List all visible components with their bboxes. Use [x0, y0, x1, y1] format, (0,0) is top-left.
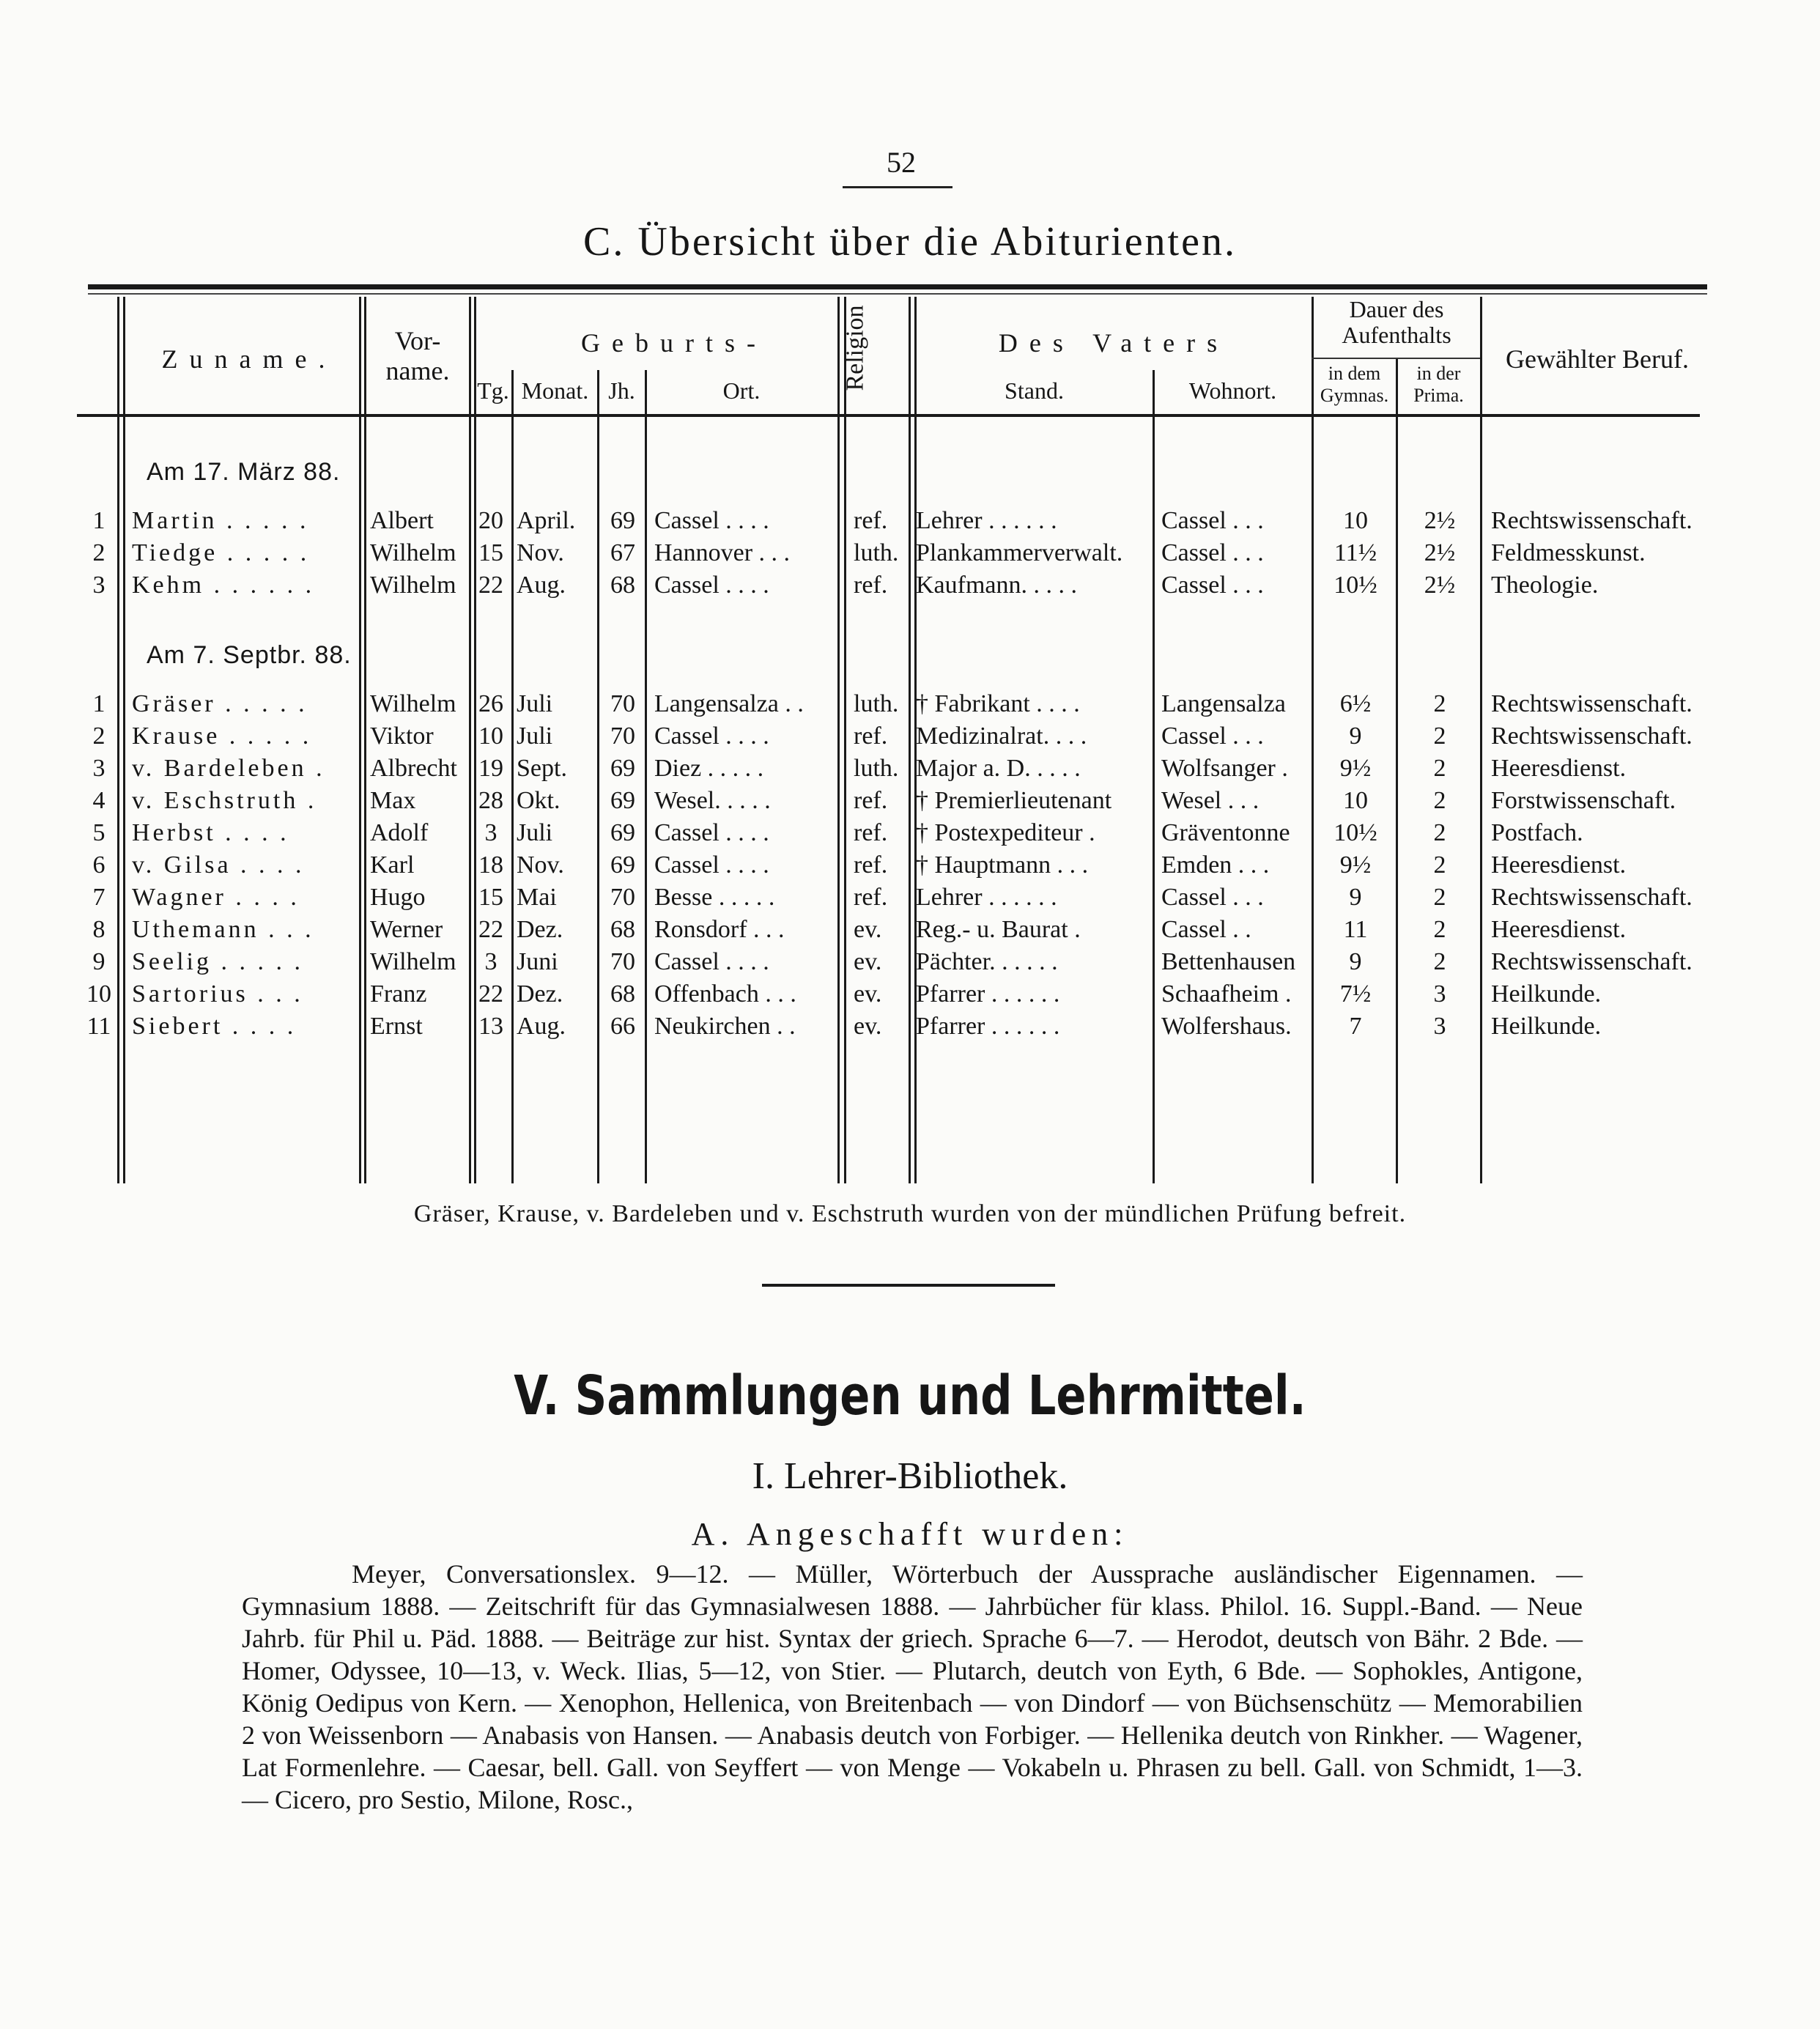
years-prima-cell: 2½: [1424, 507, 1456, 534]
group-label: Am 17. März 88.: [147, 458, 341, 486]
surname-cell: Seelig . . . . .: [132, 948, 303, 975]
row-number: 2: [92, 539, 106, 566]
birth-year-cell: 70: [610, 690, 635, 717]
birth-place-cell: Hannover . . .: [654, 539, 791, 566]
religion-cell: ref.: [854, 572, 888, 599]
birth-month-cell: Juli: [517, 690, 553, 717]
years-prima-cell: 2: [1433, 690, 1446, 717]
years-prima-cell: 2: [1433, 916, 1446, 943]
years-prima-cell: 2½: [1424, 539, 1456, 566]
birth-month-cell: Mai: [517, 884, 557, 911]
first-name-cell: Hugo: [370, 884, 426, 911]
father-residence-cell: Cassel . . .: [1161, 884, 1264, 911]
father-residence-cell: Bettenhausen: [1161, 948, 1296, 975]
header-beruf: Gewählter Beruf.: [1506, 344, 1689, 374]
row-number: 10: [86, 980, 111, 1008]
years-prima-cell: 2½: [1424, 572, 1456, 599]
first-name-cell: Wilhelm: [370, 572, 456, 599]
years-gymnasium-cell: 9: [1349, 722, 1362, 750]
years-gymnasium-cell: 9½: [1339, 851, 1372, 879]
birth-month-cell: Aug.: [517, 1013, 566, 1040]
table-row: [0, 819, 1820, 851]
header-vorname: Vor- name.: [385, 326, 450, 386]
table-row: [0, 755, 1820, 787]
birth-day-cell: 3: [484, 948, 497, 975]
birth-day-cell: 26: [478, 690, 503, 717]
chosen-profession-cell: Postfach.: [1491, 819, 1583, 846]
religion-cell: ev.: [854, 980, 882, 1008]
row-number: 9: [92, 948, 106, 975]
table-top-rule: [88, 284, 1707, 289]
birth-year-cell: 68: [610, 916, 635, 943]
father-residence-cell: Emden . . .: [1161, 851, 1270, 879]
father-occupation-cell: † Hauptmann . . .: [916, 851, 1089, 879]
years-prima-cell: 2: [1433, 819, 1446, 846]
table-row: [0, 787, 1820, 819]
father-residence-cell: Langensalza: [1161, 690, 1286, 717]
birth-place-cell: Cassel . . . .: [654, 572, 769, 599]
birth-year-cell: 69: [610, 851, 635, 879]
birth-day-cell: 22: [478, 572, 503, 599]
page-number: 52: [887, 146, 916, 179]
table-header-rule: [77, 414, 1700, 417]
birth-month-cell: Aug.: [517, 572, 566, 599]
birth-place-cell: Cassel . . . .: [654, 948, 769, 975]
birth-place-cell: Cassel . . . .: [654, 851, 769, 879]
father-occupation-cell: Kaufmann. . . . .: [916, 572, 1078, 599]
header-zuname: Zuname.: [161, 344, 337, 374]
religion-cell: ev.: [854, 916, 882, 943]
table-row: [0, 948, 1820, 980]
surname-cell: v. Bardeleben .: [132, 755, 325, 782]
page-title: C. Übersicht über die Abiturienten.: [583, 219, 1237, 265]
years-prima-cell: 2: [1433, 722, 1446, 750]
row-number: 3: [92, 572, 106, 599]
chosen-profession-cell: Feldmesskunst.: [1491, 539, 1646, 566]
religion-cell: ref.: [854, 851, 888, 879]
table-row: [0, 916, 1820, 948]
surname-cell: Wagner . . . .: [132, 884, 300, 911]
row-number: 5: [92, 819, 106, 846]
years-prima-cell: 2: [1433, 884, 1446, 911]
years-prima-cell: 2: [1433, 787, 1446, 814]
row-number: 11: [86, 1013, 111, 1040]
table-row: [0, 690, 1820, 722]
birth-place-cell: Besse . . . . .: [654, 884, 775, 911]
group-label: Am 7. Septbr. 88.: [147, 641, 352, 669]
birth-day-cell: 22: [478, 916, 503, 943]
birth-year-cell: 70: [610, 948, 635, 975]
birth-year-cell: 69: [610, 755, 635, 782]
surname-cell: Herbst . . . .: [132, 819, 289, 846]
subsubsection-title: A. Angeschafft wurden:: [691, 1516, 1129, 1552]
first-name-cell: Albert: [370, 507, 434, 534]
table-top-rule-thin: [88, 293, 1707, 295]
father-residence-cell: Gräventonne: [1161, 819, 1290, 846]
father-occupation-cell: Major a. D. . . . .: [916, 755, 1081, 782]
birth-year-cell: 69: [610, 507, 635, 534]
birth-day-cell: 22: [478, 980, 503, 1008]
birth-month-cell: April.: [517, 507, 576, 534]
first-name-cell: Adolf: [370, 819, 429, 846]
birth-year-cell: 68: [610, 572, 635, 599]
years-prima-cell: 2: [1433, 948, 1446, 975]
table-row: [0, 851, 1820, 884]
row-number: 1: [92, 690, 106, 717]
header-stand: Stand.: [1005, 377, 1064, 404]
row-number: 2: [92, 722, 106, 750]
dauer-divider: [1312, 358, 1480, 359]
row-number: 1: [92, 507, 106, 534]
surname-cell: Kehm . . . . . .: [132, 572, 315, 599]
header-dauer: Dauer des Aufenthalts: [1342, 296, 1451, 349]
first-name-cell: Wilhelm: [370, 690, 456, 717]
chosen-profession-cell: Rechtswissenschaft.: [1491, 884, 1693, 911]
chosen-profession-cell: Forstwissenschaft.: [1491, 787, 1676, 814]
first-name-cell: Franz: [370, 980, 427, 1008]
birth-day-cell: 28: [478, 787, 503, 814]
years-gymnasium-cell: 7: [1349, 1013, 1362, 1040]
table-row: [0, 722, 1820, 755]
table-row: [0, 507, 1820, 539]
chosen-profession-cell: Heilkunde.: [1491, 980, 1602, 1008]
section-title: V. Sammlungen und Lehrmittel.: [514, 1364, 1306, 1427]
header-prima: in der Prima.: [1413, 363, 1464, 406]
birth-place-cell: Offenbach . . .: [654, 980, 796, 1008]
row-number: 6: [92, 851, 106, 879]
birth-year-cell: 69: [610, 819, 635, 846]
birth-day-cell: 10: [478, 722, 503, 750]
religion-cell: ev.: [854, 1013, 882, 1040]
birth-year-cell: 66: [610, 1013, 635, 1040]
father-occupation-cell: † Fabrikant . . . .: [916, 690, 1080, 717]
father-residence-cell: Wolfsanger .: [1161, 755, 1288, 782]
father-occupation-cell: † Premierlieutenant: [916, 787, 1112, 814]
years-prima-cell: 2: [1433, 755, 1446, 782]
religion-cell: luth.: [854, 690, 899, 717]
years-gymnasium-cell: 11½: [1333, 539, 1377, 566]
first-name-cell: Wilhelm: [370, 539, 456, 566]
row-number: 3: [92, 755, 106, 782]
table-row: [0, 1013, 1820, 1045]
header-wohnort: Wohnort.: [1188, 377, 1277, 404]
birth-day-cell: 15: [478, 884, 503, 911]
father-occupation-cell: Pfarrer . . . . . .: [916, 980, 1060, 1008]
birth-month-cell: Juli: [517, 722, 553, 750]
header-ort: Ort.: [722, 377, 761, 404]
section-divider: [762, 1284, 1055, 1287]
father-occupation-cell: Plankammerverwalt.: [916, 539, 1123, 566]
years-gymnasium-cell: 9: [1349, 884, 1362, 911]
father-occupation-cell: Reg.- u. Baurat .: [916, 916, 1081, 943]
first-name-cell: Ernst: [370, 1013, 423, 1040]
header-tg: Tg.: [477, 377, 509, 404]
father-residence-cell: Cassel . . .: [1161, 572, 1264, 599]
book-list-paragraph: Meyer, Conversationslex. 9—12. — Müller, Wörterbuch der Aussprache ausländischer Eigennamen. — Gymnasium 1888. — Zeitschrift für das Gymnasialwesen 1888. — Jahrbücher für klass. Philol. 16. Suppl.-Band. — Neue Jahrb. für Phil u. Päd. 1888. — Beiträge zur hist. Syntax der griech. Sprache 6—7. — Herodot, deutsch von Bähr. 2 Bde. — Homer, Odyssee, 10—13, v. Weck. Ilias, 5—12, von Stier. — Plutarch, deutch von Eyth, 6 Bde. — Sophokles, Antigone, König Oedipus von Kern. — Xenophon, Hellenica, von Breitenbach — von Dindorf — von Büchsenschütz — Memorabilien 2 von Weissenborn — Anabasis von Hansen. — Anabasis deutch von Forbiger. — Hellenika deutch von Rinkher. — Wagener, Lat Formenlehre. — Caesar, bell. Gall. von Seyffert — von Menge — Vokabeln u. Phrasen zu bell. Gall. von Schmidt, 1—3. — Cicero, pro Sestio, Milone, Rosc.,: [242, 1559, 1583, 1814]
birth-year-cell: 69: [610, 787, 635, 814]
first-name-cell: Albrecht: [370, 755, 457, 782]
table-row: [0, 572, 1820, 604]
birth-day-cell: 3: [484, 819, 497, 846]
years-gymnasium-cell: 10½: [1333, 572, 1377, 599]
father-occupation-cell: † Postexpediteur .: [916, 819, 1095, 846]
years-gymnasium-cell: 10: [1343, 507, 1368, 534]
years-gymnasium-cell: 7½: [1339, 980, 1372, 1008]
header-geburts: Geburts-: [581, 328, 767, 358]
years-gymnasium-cell: 9½: [1339, 755, 1372, 782]
birth-month-cell: Okt.: [517, 787, 561, 814]
birth-year-cell: 70: [610, 722, 635, 750]
surname-cell: v. Eschstruth .: [132, 787, 317, 814]
birth-day-cell: 18: [478, 851, 503, 879]
row-number: 8: [92, 916, 106, 943]
surname-cell: Krause . . . . .: [132, 722, 312, 750]
religion-cell: ref.: [854, 722, 888, 750]
birth-month-cell: Nov.: [517, 851, 564, 879]
chosen-profession-cell: Rechtswissenschaft.: [1491, 948, 1693, 975]
birth-year-cell: 70: [610, 884, 635, 911]
first-name-cell: Viktor: [370, 722, 434, 750]
footnote: Gräser, Krause, v. Bardeleben und v. Eschstruth wurden von der mündlichen Prüfung befreit.: [413, 1200, 1407, 1227]
birth-month-cell: Sept.: [517, 755, 567, 782]
birth-day-cell: 19: [478, 755, 503, 782]
birth-place-cell: Neukirchen . .: [654, 1013, 796, 1040]
row-number: 4: [92, 787, 106, 814]
subsection-title: I. Lehrer-Bibliothek.: [752, 1455, 1068, 1497]
chosen-profession-cell: Heeresdienst.: [1491, 916, 1627, 943]
surname-cell: Siebert . . . .: [132, 1013, 297, 1040]
father-residence-cell: Cassel . .: [1161, 916, 1251, 943]
birth-place-cell: Wesel. . . . .: [654, 787, 771, 814]
years-gymnasium-cell: 6½: [1339, 690, 1372, 717]
birth-month-cell: Juli: [517, 819, 553, 846]
first-name-cell: Karl: [370, 851, 415, 879]
religion-cell: ref.: [854, 787, 888, 814]
birth-month-cell: Dez.: [517, 980, 563, 1008]
religion-cell: ref.: [854, 507, 888, 534]
religion-cell: luth.: [854, 539, 899, 566]
birth-year-cell: 67: [610, 539, 635, 566]
birth-year-cell: 68: [610, 980, 635, 1008]
table-row: [0, 539, 1820, 572]
religion-cell: ref.: [854, 819, 888, 846]
father-occupation-cell: Pfarrer . . . . . .: [916, 1013, 1060, 1040]
header-religion: Religion: [842, 305, 870, 391]
father-occupation-cell: Medizinalrat. . . .: [916, 722, 1087, 750]
religion-cell: ref.: [854, 884, 888, 911]
father-residence-cell: Cassel . . .: [1161, 507, 1264, 534]
religion-cell: ev.: [854, 948, 882, 975]
row-number: 7: [92, 884, 106, 911]
birth-day-cell: 20: [478, 507, 503, 534]
birth-month-cell: Dez.: [517, 916, 563, 943]
religion-cell: luth.: [854, 755, 899, 782]
father-occupation-cell: Lehrer . . . . . .: [916, 507, 1057, 534]
table-row: [0, 980, 1820, 1013]
surname-cell: Sartorius . . .: [132, 980, 303, 1008]
years-prima-cell: 2: [1433, 851, 1446, 879]
birth-day-cell: 13: [478, 1013, 503, 1040]
father-residence-cell: Wolfershaus.: [1161, 1013, 1292, 1040]
chosen-profession-cell: Theologie.: [1491, 572, 1599, 599]
father-residence-cell: Cassel . . .: [1161, 722, 1264, 750]
years-prima-cell: 3: [1433, 980, 1446, 1008]
years-gymnasium-cell: 9: [1349, 948, 1362, 975]
surname-cell: v. Gilsa . . . .: [132, 851, 305, 879]
surname-cell: Martin . . . . .: [132, 507, 309, 534]
birth-place-cell: Diez . . . . .: [654, 755, 764, 782]
birth-place-cell: Langensalza . .: [654, 690, 804, 717]
surname-cell: Tiedge . . . . .: [132, 539, 310, 566]
page-number-rule: [843, 186, 952, 188]
birth-day-cell: 15: [478, 539, 503, 566]
years-prima-cell: 3: [1433, 1013, 1446, 1040]
first-name-cell: Werner: [370, 916, 443, 943]
birth-place-cell: Cassel . . . .: [654, 722, 769, 750]
surname-cell: Uthemann . . .: [132, 916, 314, 943]
chosen-profession-cell: Heilkunde.: [1491, 1013, 1602, 1040]
birth-month-cell: Nov.: [517, 539, 564, 566]
birth-place-cell: Cassel . . . .: [654, 507, 769, 534]
father-occupation-cell: Lehrer . . . . . .: [916, 884, 1057, 911]
years-gymnasium-cell: 10: [1343, 787, 1368, 814]
header-des-vaters: Des Vaters: [998, 328, 1229, 358]
father-residence-cell: Wesel . . .: [1161, 787, 1259, 814]
chosen-profession-cell: Heeresdienst.: [1491, 755, 1627, 782]
chosen-profession-cell: Rechtswissenschaft.: [1491, 722, 1693, 750]
birth-place-cell: Ronsdorf . . .: [654, 916, 785, 943]
first-name-cell: Wilhelm: [370, 948, 456, 975]
birth-month-cell: Juni: [517, 948, 558, 975]
header-monat: Monat.: [521, 377, 589, 404]
surname-cell: Gräser . . . . .: [132, 690, 308, 717]
birth-place-cell: Cassel . . . .: [654, 819, 769, 846]
years-gymnasium-cell: 11: [1343, 916, 1368, 943]
chosen-profession-cell: Heeresdienst.: [1491, 851, 1627, 879]
header-jh: Jh.: [608, 377, 635, 404]
father-occupation-cell: Pächter. . . . . .: [916, 948, 1058, 975]
first-name-cell: Max: [370, 787, 416, 814]
table-row: [0, 884, 1820, 916]
header-gymnas: in dem Gymnas.: [1320, 363, 1389, 406]
years-gymnasium-cell: 10½: [1333, 819, 1377, 846]
chosen-profession-cell: Rechtswissenschaft.: [1491, 507, 1693, 534]
father-residence-cell: Cassel . . .: [1161, 539, 1264, 566]
chosen-profession-cell: Rechtswissenschaft.: [1491, 690, 1693, 717]
father-residence-cell: Schaafheim .: [1161, 980, 1292, 1008]
